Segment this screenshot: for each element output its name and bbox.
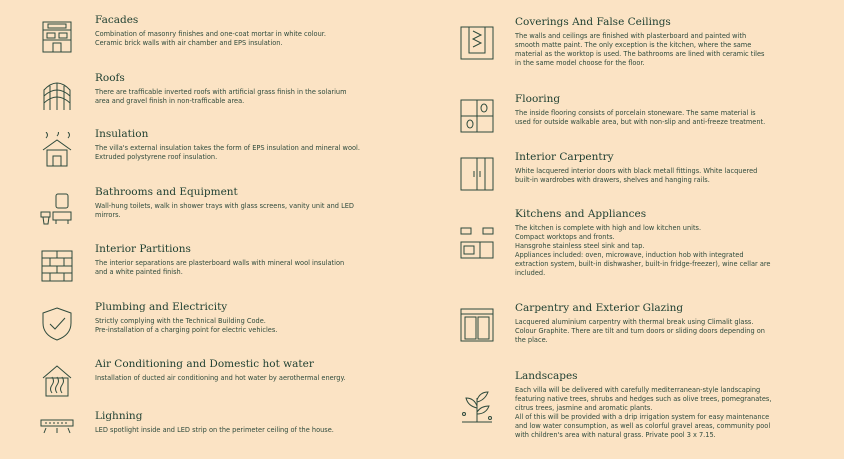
section-title: Flooring	[515, 93, 561, 105]
brick-wall-icon	[38, 247, 76, 285]
section-description: LED spotlight inside and LED strip on the perimeter ceiling of the house.	[95, 426, 334, 434]
floor-tiles-icon	[458, 97, 496, 135]
house-heat-icon	[38, 362, 76, 400]
section-title: Carpentry and Exterior Glazing	[515, 302, 684, 314]
section-description: The kitchen is complete with high and low kitchen units. Compact worktops and fronts. Hansgrohe stainless steel sink and tap. Appliances included: oven, microwave, induction hob with integrated extraction system, built-in dishwasher, built-in fridge-freezer), wine cellar are included.	[515, 224, 771, 277]
section-description: The villa's external insulation takes the form of EPS insulation and mineral wool. Extruded polystyrene roof insulation.	[95, 144, 360, 161]
section-title: Interior Partitions	[95, 243, 191, 255]
section-title: Insulation	[95, 128, 149, 140]
section-description: Combination of masonry finishes and one-coat mortar in white colour. Ceramic brick walls with air chamber and EPS insulation.	[95, 30, 326, 47]
roof-icon	[38, 76, 76, 114]
led-strip-icon	[38, 414, 76, 452]
section-title: Air Conditioning and Domestic hot water	[95, 358, 314, 370]
section-description: Installation of ducted air conditioning and hot water by aerothermal energy.	[95, 374, 346, 382]
plant-icon	[458, 386, 496, 424]
facade-icon	[38, 18, 76, 56]
section-title: Interior Carpentry	[515, 151, 614, 163]
section-title: Bathrooms and Equipment	[95, 186, 238, 198]
section-title: Plumbing and Electricity	[95, 301, 228, 313]
section-description: Lacquered aluminium carpentry with thermal break using Climalit glass. Colour Graphite. There are tilt and turn doors or sliding doors depending on the place.	[515, 318, 765, 344]
section-description: Wall-hung toilets, walk in shower trays with glass screens, vanity unit and LED mirrors.	[95, 202, 354, 219]
section-description: Each villa will be delivered with carefully mediterranean-style landscaping featuring native trees, shrubs and hedges such as olive trees, pomegranates, citrus trees, jasmine and aromatic plants. All of this will be provided with a drip irrigation system for easy maintenance and low water consumption, as well as colorful gravel areas, community pool with children's area with natural grass. Private pool 3 x 7.15.	[515, 386, 772, 439]
shield-check-icon	[38, 305, 76, 343]
bathroom-icon	[38, 190, 76, 228]
section-description: The interior separations are plasterboard walls with mineral wool insulation and a white painted finish.	[95, 259, 345, 276]
ceiling-icon	[458, 24, 496, 62]
section-description: Strictly complying with the Technical Building Code. Pre-installation of a charging point for electric vehicles.	[95, 317, 278, 334]
section-description: The inside flooring consists of porcelain stoneware. The same material is used for outside walkable area, but with non-slip and anti-freeze treatment.	[515, 109, 766, 126]
section-title: Kitchens and Appliances	[515, 208, 647, 220]
section-description: White lacquered interior doors with black metall fittings. White lacquered built-in wardrobes with drawers, shelves and hanging rails.	[515, 167, 758, 184]
insulation-icon	[38, 132, 76, 170]
section-title: Landscapes	[515, 370, 578, 382]
section-description: There are trafficable inverted roofs with artificial grass finish in the solarium area and gravel finish in non-trafficable area.	[95, 88, 347, 105]
section-title: Facades	[95, 14, 139, 26]
window-icon	[458, 306, 496, 344]
wardrobe-icon	[458, 155, 496, 193]
section-title: Roofs	[95, 72, 125, 84]
kitchen-icon	[458, 224, 496, 262]
section-description: The walls and ceilings are finished with plasterboard and painted with smooth matte paint. The only exception is the kitchen, where the same material as the worktop is used. The bathrooms are lined with ceramic tiles in the same model choose for the floor.	[515, 32, 765, 67]
section-title: Coverings And False Ceilings	[515, 16, 671, 28]
section-title: Lighning	[95, 410, 143, 422]
